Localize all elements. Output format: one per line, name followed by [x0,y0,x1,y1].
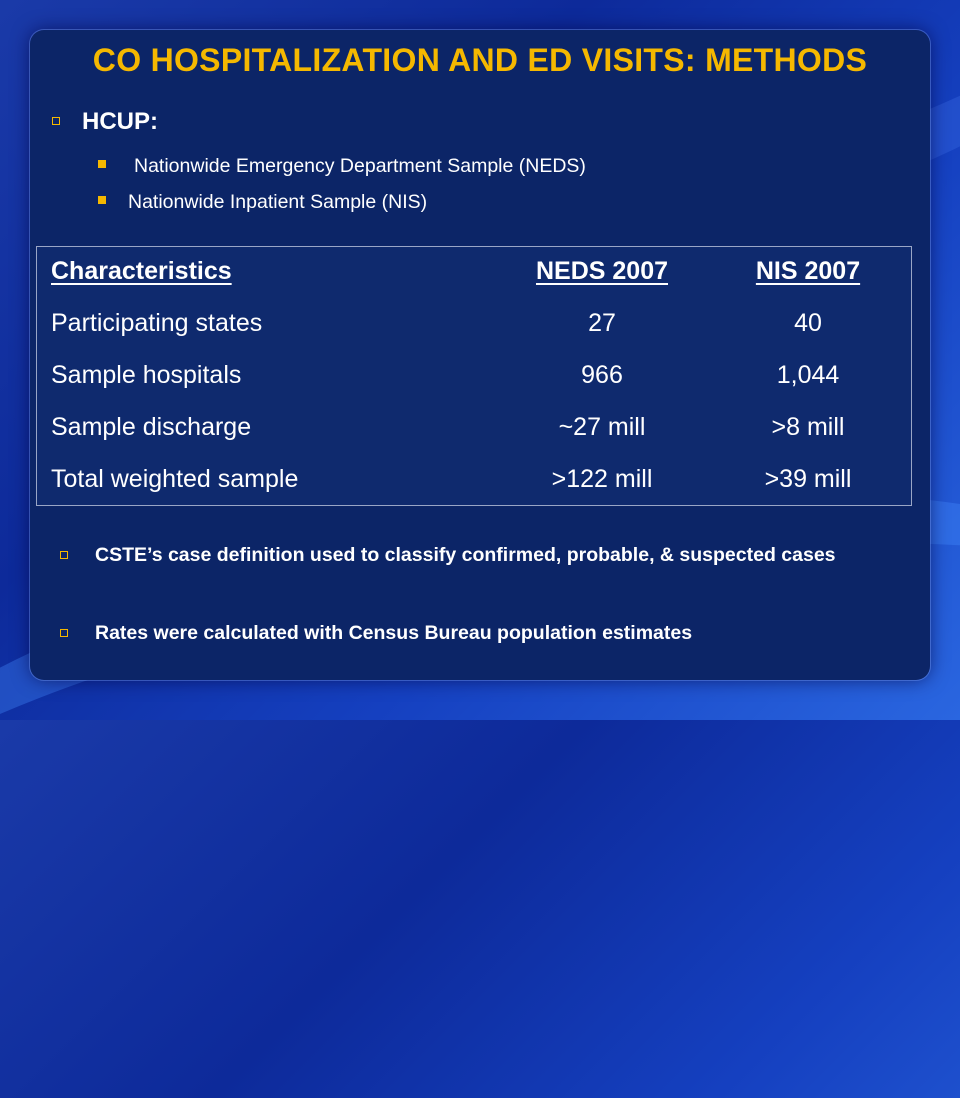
table-row [37,403,911,455]
table-cell: Participating states [51,309,263,337]
note-bullet [60,616,910,650]
hcup-subitem [98,155,586,178]
hollow-square-bullet-icon [60,629,68,637]
note-text: CSTE’s case definition used to classify confirmed, probable, & suspected cases [95,544,836,566]
table-header-row [37,247,911,299]
hcup-subitem-text: Nationwide Inpatient Sample (NIS) [128,191,428,213]
table-cell: Sample discharge [51,413,252,441]
slide-title: CO HOSPITALIZATION AND ED VISITS: METHODS [92,42,868,78]
hollow-square-bullet-icon [60,551,68,559]
table-cell: ~27 mill [558,413,646,441]
filled-square-bullet-icon [98,160,106,168]
table-cell: Sample hospitals [51,361,242,389]
hollow-square-bullet-icon [52,117,60,125]
characteristics-table [36,246,912,506]
table-row [37,351,911,403]
hcup-subitem [98,191,427,214]
table-row [37,299,911,351]
header-nis-2007: NIS 2007 [755,257,861,285]
hcup-subitem-text: Nationwide Emergency Department Sample (NEDS) [134,155,586,177]
table-cell: >8 mill [771,413,845,441]
note-text: Rates were calculated with Census Bureau population estimates [95,622,693,644]
table-cell: 1,044 [776,361,840,389]
hcup-label: HCUP: [82,108,158,135]
table-cell: 966 [581,361,623,389]
header-characteristics: Characteristics [51,257,232,285]
table-row [37,455,911,507]
table-cell: 27 [588,309,616,337]
table-cell: 40 [794,309,822,337]
table-cell: Total weighted sample [51,465,299,493]
filled-square-bullet-icon [98,196,106,204]
table-cell: >122 mill [551,465,653,493]
note-bullet [60,538,880,572]
header-neds-2007: NEDS 2007 [535,257,669,285]
table-cell: >39 mill [764,465,852,493]
hcup-bullet [52,108,158,136]
